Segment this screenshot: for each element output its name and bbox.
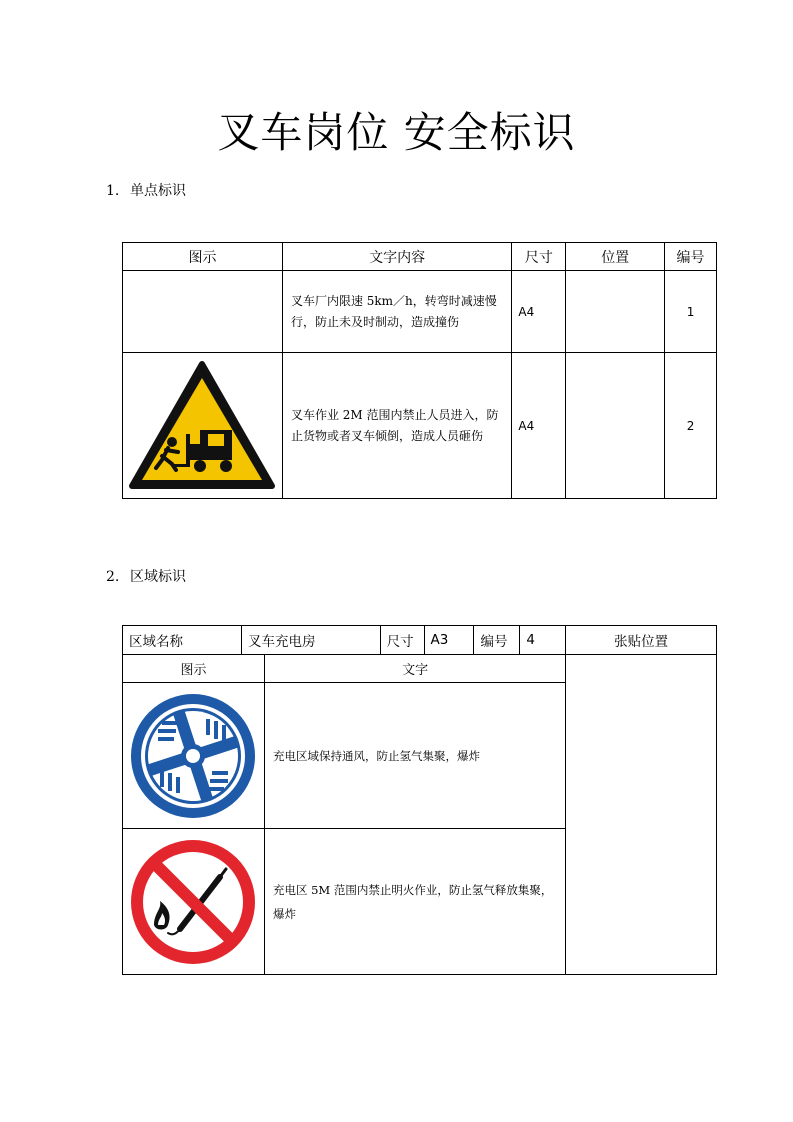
sign-location (566, 353, 665, 499)
number-label: 编号 (474, 626, 520, 655)
sign-image-cell (123, 271, 283, 353)
section-title: 单点标识 (130, 183, 186, 199)
area-name-value: 叉车充电房 (241, 626, 380, 655)
forklift-warning-icon (128, 360, 276, 492)
size-value: A3 (424, 626, 474, 655)
sign-number: 1 (665, 271, 717, 353)
page-title: 叉车岗位 安全标识 (217, 108, 576, 157)
table-row (123, 271, 717, 353)
area-name-label: 区域名称 (123, 626, 242, 655)
post-location-label: 张贴位置 (566, 626, 717, 655)
section-heading-area (106, 566, 186, 586)
area-subheader-row (123, 655, 717, 683)
number-value: 4 (520, 626, 566, 655)
sign-image-cell (123, 683, 265, 829)
column-header: 尺寸 (512, 243, 566, 271)
sign-image-cell (123, 829, 265, 975)
post-location-cell (566, 655, 717, 975)
section-number: 1. (106, 183, 120, 199)
sign-number: 2 (665, 353, 717, 499)
column-header: 编号 (665, 243, 717, 271)
sign-text: 叉车厂内限速 5km／h，转弯时减速慢行，防止未及时制动，造成撞伤 (282, 271, 511, 353)
column-header: 文字内容 (282, 243, 511, 271)
column-header: 位置 (566, 243, 665, 271)
area-header-row (123, 626, 717, 655)
section-title: 区域标识 (130, 569, 186, 585)
sign-text: 充电区域保持通风，防止氢气集聚，爆炸 (264, 683, 565, 829)
sign-text: 叉车作业 2M 范围内禁止人员进入，防止货物或者叉车倾倒，造成人员砸伤 (282, 353, 511, 499)
single-point-sign-table (122, 242, 717, 499)
size-label: 尺寸 (380, 626, 424, 655)
no-open-flame-icon (128, 837, 258, 967)
column-header: 文字 (264, 655, 565, 683)
table-header-row (123, 243, 717, 271)
section-number: 2. (106, 569, 120, 585)
area-sign-table (122, 625, 717, 975)
table-row (123, 353, 717, 499)
column-header: 图示 (123, 655, 265, 683)
sign-size: A4 (512, 271, 566, 353)
section-heading-single-point (106, 180, 186, 200)
column-header: 图示 (123, 243, 283, 271)
sign-location (566, 271, 665, 353)
ventilation-fan-icon (128, 691, 258, 821)
sign-size: A4 (512, 353, 566, 499)
sign-image-cell (123, 353, 283, 499)
sign-text: 充电区 5M 范围内禁止明火作业，防止氢气释放集聚，爆炸 (264, 829, 565, 975)
